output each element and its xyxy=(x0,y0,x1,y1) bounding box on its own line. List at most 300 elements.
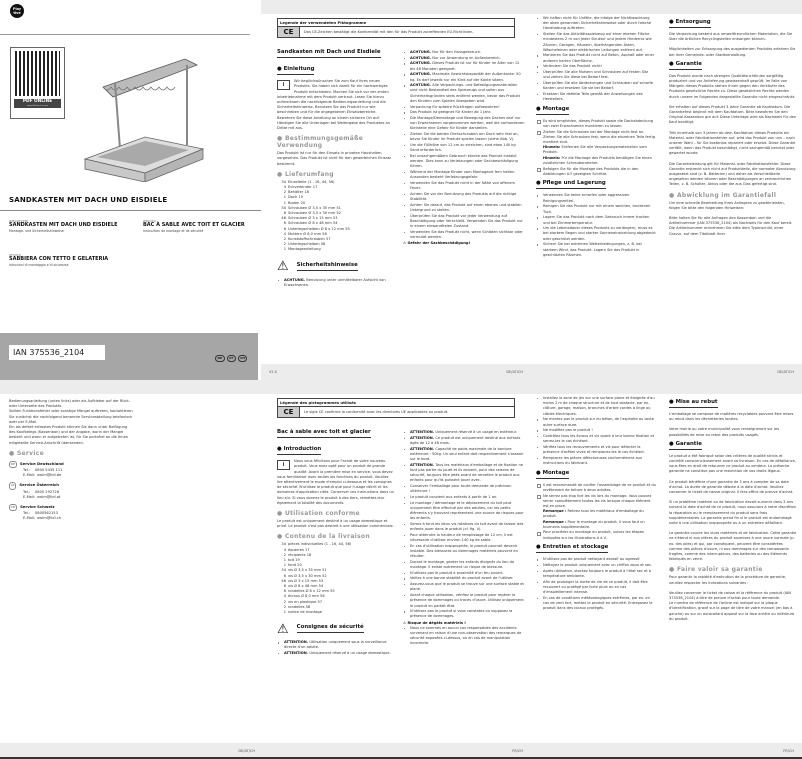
scope-qty: 4 xyxy=(283,185,286,190)
list-item xyxy=(403,576,525,581)
fr-page-1 xyxy=(261,380,531,759)
fr-col-2 xyxy=(403,430,525,647)
heading-warranty: ● Garantie xyxy=(669,61,702,70)
safety-list xyxy=(403,430,525,620)
intended-use-text: Le produit est uniquement destiné à un usage domestique et privé. Le produit n'est pas destiné à une utilisation commerciale. xyxy=(277,519,394,529)
scope-text: pièces individuelles (1 - 16, 44, 56) xyxy=(288,542,352,547)
list-item xyxy=(403,430,525,435)
warning-text: N'utilisez pas le produit à proximité d'un feu ouvert. xyxy=(410,570,504,575)
scope-qty: 1 xyxy=(283,195,286,200)
region-label: DE/AT/CH xyxy=(777,370,794,374)
list-item: Pour procéder au montage du produit, suivez les étapes indiquées sur les illustrations A à V. xyxy=(536,530,656,540)
list-item: Nettoyez le produit uniquement avec un chiffon doux et sec. xyxy=(536,563,656,568)
country-flag-icon: CH xyxy=(9,504,17,511)
scope-qty: 34 xyxy=(281,179,286,184)
lang-flags: (FR)(CH) xyxy=(143,219,156,223)
service-email xyxy=(9,516,134,521)
lang-block-de xyxy=(9,219,119,233)
pdf-online-label: PDF ONLINE xyxy=(14,99,61,105)
legend-title: Legende der verwendeten Piktogramme xyxy=(278,19,514,27)
pictogram-legend xyxy=(277,398,515,418)
warning-text: Alle Verpackungs- und Befestigungsmaterialien sind nicht Bestandteil des Spielzeugs und sollen aus Sicherheitsgründen stets entfernt werden, bevor das Produkt den Kindern zum Spielen übergeben wird. xyxy=(410,83,520,103)
lang-subtitle: Instruction de montage et de sécurité xyxy=(143,229,204,233)
warning-text: Dieses Produkt ist nur für Kinder im Alter von 12 bis 48 Monaten geeignet. xyxy=(410,61,520,71)
scope-list xyxy=(277,542,395,615)
phone-label: Tel.: xyxy=(23,511,31,516)
qr-url: www.lidl-service.com xyxy=(14,105,61,108)
paragraph: Die Garantieleistung gilt für Material- oder Fabrikationsfehler. Diese Garantie erstreckt sich nicht auf Produktteile, die normaler Abnutzung ausgesetzt sind (z. B. Batterien) und daher als Verschleißteile angesehen werden können oder Beschädigungen an zerbrechlichen Teilen, z. B. Schalter, Akkus oder die aus Glas gefertigt sind. xyxy=(669,161,796,187)
warning-text: Capacité de poids maximale de la bordure extérieure : 50kg. Un seul enfant doit respectivement s'asseoir sur le bord. xyxy=(410,446,524,462)
list-item xyxy=(403,571,525,576)
warning-label: ACHTUNG. xyxy=(410,72,432,77)
section-title: Bac à sable avec toit et glacier xyxy=(277,430,371,438)
page-footer xyxy=(261,364,531,380)
scope-qty: 2 xyxy=(283,599,286,604)
safety-list-cont xyxy=(536,16,656,102)
list-item: Installez la zone de jeu sur une surface plane et éloignée d'au moins 2 m de chaque structure et de tout obstacle, par ex. clôture, garage, maison, branches d'arbre cordes à linge ou câbles électriques. xyxy=(536,396,656,417)
de-page-3 xyxy=(0,380,261,759)
warning-text: Überprüfen Sie das Produkt vor jeder Verwendung auf Beschädigung oder Verschleiß. Verwenden Sie das Produkt nur in einem einwandfreien Zustand. xyxy=(410,213,523,228)
intro-text: Nous vous félicitons pour l'achat de votre nouveau produit. Vous avez opté pour un produit de grande qualité. Avant la première mise en service, vous devez vous familiariser avec toutes les fonctions du produit. Veuillez lire attentivement le mode d'emploi ci-dessous et les consignes de sécurité. N'utilisez le produit que pour l'usage décrit et les domaines d'application cités. Conserver ces instructions dans un lieu sûr. Si vous donnez le produit à des tiers, remettez-leur également la totalité des documents. xyxy=(277,459,394,505)
heading-claim: ● Faire valoir sa garantie xyxy=(669,566,763,574)
list-item xyxy=(403,56,525,61)
sandbox-product-image xyxy=(75,47,210,182)
paragraph: Die Verpackung besteht aus umweltfreundlichen Materialien, die Sie über die örtlichen Recyclingstellen entsorgen können. xyxy=(669,32,793,42)
qr-code-box[interactable] xyxy=(10,47,65,119)
scope-text: vis Ø 3 x 15 mm 53 xyxy=(288,578,324,583)
warning-label: ACHTUNG. xyxy=(410,55,432,60)
scope-text: Schrauben Ø 3 x 15 mm 53 xyxy=(288,216,338,221)
warning-triangle-icon: ⚠ xyxy=(277,259,289,275)
warning-text: Tous les matériaux d'emballage et de fixation ne font pas partie du jouet et ils doivent, pour des raisons de sécurité, toujours être jetés avant de remettre le produit aux enfants pour qu'ils puissent jouer avec. xyxy=(410,462,523,483)
email-label: E-Mail: xyxy=(23,494,36,499)
list-item xyxy=(403,463,525,484)
scope-qty: 6 xyxy=(283,589,286,594)
lang-title: SABBIERA CON TETTO E GELATERIA xyxy=(9,256,109,263)
phone-number[interactable]: 0800562153 xyxy=(35,511,58,516)
lang-block-fr xyxy=(143,219,261,233)
list-item: Überprüfen Sie alle Abdeckungen und Schrauben auf scharfe Kanten und ersetzen Sie sie bei Bedarf. xyxy=(536,81,656,91)
list-item: Vérifiez tous les recouvrements et vis pour détecter la présence d'arêtes vives et remplacez-les le cas échéant. xyxy=(536,445,656,455)
scope-text: Kunststoffschrauben 57 xyxy=(288,237,331,242)
paragraph: Le produit a été fabriqué selon des critères de qualité stricts et contrôlé consciencieusement avant sa livraison. En cas de défaillance, vous êtes en droit de retourner ce produit au vendeur. La présente garantie ne constitue pas une restriction de vos droits légaux. xyxy=(669,453,796,474)
damage-warning: ⚠ Gefahr der Sachbeschädigung! xyxy=(403,241,471,246)
warning-text: Nur für den Hausgebrauch. xyxy=(431,50,482,54)
scope-qty: 6 xyxy=(283,221,286,226)
pictogram-legend xyxy=(277,18,515,38)
list-item xyxy=(403,83,525,104)
heading-claim: ● Abwicklung im Garantiefall xyxy=(669,191,777,199)
heading-disposal: ● Entsorgung xyxy=(669,19,711,28)
heading-intro: ● Einleitung xyxy=(277,66,314,75)
list-item xyxy=(403,560,525,570)
scope-list xyxy=(277,180,395,253)
scope-text: toit 19 xyxy=(288,558,300,563)
list-item xyxy=(403,447,525,463)
scope-qty: 6 xyxy=(283,226,286,231)
region-label: FR/CH xyxy=(512,749,523,753)
list-item xyxy=(403,170,525,180)
email-link[interactable]: owim@lidl.de xyxy=(37,473,62,478)
list-item: Afin de prolonger la durée de vie de ce produit, il doit être recouvert ou protégé par forte pluie ou en cas d'ensoleillement intense. xyxy=(536,580,656,596)
warning-label: ATTENTION. xyxy=(410,435,435,440)
heading-scope: ● Lieferumfang xyxy=(277,170,334,178)
heading-intended-use: ● Utilisation conforme xyxy=(277,510,360,518)
fr-col-4 xyxy=(669,396,797,622)
paragraph: Die Artikelnummer entnehmen Sie bitte dem Typenschild, einer Gravur, auf dem Titelblatt Ihrer xyxy=(669,226,784,236)
paragraph: Bitte halten Sie für alle Anfragen den Kassenbon und die Artikelnummer (IAN 375536_2104) als Nachweis für den Kauf bereit. xyxy=(669,216,793,226)
list-item: Wir haften nicht für Unfälle, die infolge der Nichtbeachtung der oben genannten Sicherheitshinweise oder durch falsche Handhabung auftreten. xyxy=(536,16,656,32)
list-item xyxy=(403,61,525,71)
scope-item xyxy=(277,610,395,615)
scope-text: vis en plastique 57 xyxy=(288,599,323,604)
scope-text: Schrauben Ø 3,5 x 35 mm 51 xyxy=(288,205,341,210)
list-item xyxy=(403,105,525,110)
paragraph: Sie erhalten auf dieses Produkt 3 Jahre Garantie ab Kaufdatum. Die Garantiefrist beginnt mit dem Kaufdatum. Bitte bewahren Sie den Original-Kassenbon gut auf. Diese Unterlage wird als Nachweis für den Kauf benötigt. xyxy=(669,104,797,125)
intended-use-text: Das Produkt ist nur für den Einsatz in privaten Haushalten vorgesehen. Das Produkt ist nicht für den gewerblichen Einsatz bestimmt. xyxy=(277,151,392,166)
warning-text: Das Produkt ist geeignet für Kinder ab 1 Jahr. xyxy=(410,110,492,115)
country-flag-icon: AT xyxy=(9,482,16,489)
warning-label: ACHTUNG. xyxy=(410,61,432,66)
list-item: Après utilisation, stockez toujours le produit à l'état sec et à température ambiante. xyxy=(536,569,656,579)
list-item: Ne modifiez pas le produit ! xyxy=(536,428,656,433)
list-item xyxy=(403,609,525,619)
heading-montage: ● Montage xyxy=(536,106,569,115)
list-item xyxy=(403,50,525,55)
service-entry xyxy=(9,482,134,500)
paragraph: L'emballage se compose de matières recyclables pouvant être mises au rebut dans les déchetteries locales. xyxy=(669,412,794,422)
email-link[interactable]: owim@lidl.ch xyxy=(37,516,61,521)
list-item xyxy=(403,501,525,522)
list-item xyxy=(403,484,525,494)
email-link[interactable]: owim@lidl.at xyxy=(37,494,61,499)
safety-list-cont xyxy=(536,396,656,466)
qr-code-icon xyxy=(15,51,60,96)
list-item xyxy=(403,116,525,132)
heading-intro: ● Introduction xyxy=(277,446,321,455)
scope-qty: 4 xyxy=(283,547,286,552)
list-item: Um die Lebensdauer dieses Produkts zu verlängern, muss es bei starkem Regen und starker Sonneneinstrahlung abgedeckt oder geschützt werden. xyxy=(536,226,656,242)
warning-text: Pour atteindre la hauteur de remplissage de 12 cm, il est nécessaire d'utiliser environ 140 kg de sable. xyxy=(410,532,513,543)
scope-text: vis Ø 8 x 48 mm 54 xyxy=(288,584,324,589)
lang-subtitle: Istruzioni di montaggio e di sicurezza xyxy=(9,263,69,267)
warning-label: ATTENTION. xyxy=(410,446,435,451)
de-col-3 xyxy=(536,16,656,258)
warning-text: Durant le montage, garder les enfants éloignés du lieu de montage. Il existe autrement un risque de blessure. xyxy=(410,559,515,570)
email-label: E-Mail: xyxy=(23,516,36,521)
list-item xyxy=(403,143,525,153)
list-item: Befolgen Sie für die Montage des Produkts die in den Abbildungen A-Y gezeigten Schritte. xyxy=(536,167,656,177)
paragraph: Das Produkt wurde nach strengen Qualitätsrichtlinien sorgfältig produziert und vor Anlieferung gewissenhaft geprüft. Im Falle von Mängeln dieses Produkts stehen Ihnen gegen den Verkäufer des Produkts gesetzliche Rechte zu. Diese gesetzlichen Rechte werden durch unsere im Folgenden dargestellte Garantie nicht eingeschränkt. xyxy=(669,73,796,99)
paragraph: Um eine schnelle Bearbeitung Ihres Anliegens zu gewährleisten, folgen Sie bitte den folgenden Hinweisen: xyxy=(669,200,785,210)
list-item: Lagern Sie das Produkt nach dem Gebrauch immer trocken und bei Zimmertemperatur. xyxy=(536,215,656,225)
list-item xyxy=(403,544,525,560)
scope-qty: 4 xyxy=(283,231,286,236)
heading-care: ● Pflege und Lagerung xyxy=(536,180,606,189)
scope-text: Boden 20 xyxy=(288,200,306,205)
heading-scope: ● Contenu de la livraison xyxy=(277,533,370,541)
list-item: Il est recommandé de confier l'assemblage de ce produit et du revêtement de toiture à deux adultes. xyxy=(536,483,656,493)
lang-title: SANDKASTEN MIT DACH UND EISDIELE xyxy=(9,222,118,229)
paragraph: Ce produit bénéficie d'une garantie de 3 ans à compter de sa date d'achat. La durée de garantie débute à la date d'achat. Veuillez conserver le ticket de caisse original. Il fera office de preuve d'achat. xyxy=(669,479,794,495)
scope-qty: 2 xyxy=(283,604,286,609)
phone-number[interactable]: 0800 5435 111 xyxy=(35,468,63,473)
page-header-bar xyxy=(531,380,802,394)
paragraph: Si un problème matériel ou de fabrication devait survenir dans 3 ans suivant la date d'achat de ce produit, nous assurons à notre discrétion la réparation ou le remplacement du produit sans frais supplémentaires. La garantie prend fin si le produit est endommagé suite à une utilisation inappropriée ou à un entretien défaillant. xyxy=(669,500,796,526)
info-book-icon: i xyxy=(277,460,290,470)
warning-text: Verwenden Sie das Produkt nicht in der Nähe von offenem Feuer. xyxy=(410,180,515,191)
logo-line1: Play xyxy=(12,7,22,11)
safety-heading xyxy=(277,621,395,637)
list-item xyxy=(403,154,525,170)
phone-label: Tel.: xyxy=(23,489,31,494)
heading-intended-use: ● Bestimmungsgemäße Verwendung xyxy=(277,135,364,150)
care-list xyxy=(536,557,656,611)
de-col-4 xyxy=(669,16,797,237)
warning-text: Verpackung für spätere Rückfragen aufbewahren! xyxy=(410,104,500,109)
phone-number[interactable]: 0800 292726 xyxy=(35,489,60,494)
warning-text: Veillez à une bonne stabilité du produit avant de l'utiliser. xyxy=(410,576,514,581)
scope-qty: 34 xyxy=(281,205,286,210)
warning-text: Assurez-vous que le produit se trouve sur une surface stable et plane. xyxy=(410,582,524,592)
list-item: Verwenden Sie keine scharfen oder aggressiven Reinigungsmittel. xyxy=(536,193,656,203)
cover-title: SANDKASTEN MIT DACH UND EISDIELE xyxy=(9,196,168,204)
scope-qty: 46 xyxy=(281,216,286,221)
country-flag-icon: DE xyxy=(9,461,17,468)
heading-warranty: ● Garantie xyxy=(669,441,702,450)
safety-heading xyxy=(277,259,395,275)
list-item xyxy=(403,522,525,532)
list-item xyxy=(403,230,525,240)
damage-warning: ⚠ Risque de dégâts matériels ! xyxy=(403,620,466,625)
service-entry xyxy=(9,461,134,479)
paragraph: Le numéro de référence de l'article est indiqué sur la plaque d'identification, gravé sur la page de titre de votre manuel (en bas à gauche) ou sur un autocollant apposé sur la face arrière ou inférieure du produit. xyxy=(669,601,795,621)
care-list xyxy=(536,193,656,257)
warning-text: Um die Füllhöhe von 12 cm zu erreichen, sind etwa 140 kg Sand erforderlich. xyxy=(410,142,516,153)
ce-mark-icon: CE xyxy=(278,407,300,417)
scope-qty: 34 xyxy=(281,568,286,573)
scope-qty: 1 xyxy=(283,563,286,568)
scope-qty: 6 xyxy=(283,584,286,589)
de-page-1 xyxy=(261,0,531,380)
section-title: Sandkasten mit Dach und Eisdiele xyxy=(277,50,381,58)
warning-text: En cas d'utilisation inappropriée, le produit pourrait devenir instable. Des blessures ou dommages matériels peuvent en résulter. xyxy=(410,543,518,559)
scope-text: Montageanleitung xyxy=(288,247,321,252)
service-header xyxy=(9,482,134,489)
warning-text: Die Montage/Demontage und Bewegung des Daches darf nur von Erwachsenen vorgenommen werden, weil die vorhandenen Kleinteile eine Gefahr für Kinder darstellen. xyxy=(410,115,525,131)
safety-title: Consignes de sécurité xyxy=(297,624,364,633)
list-item xyxy=(403,203,525,213)
scope-qty: 2 xyxy=(283,190,286,195)
info-book-icon: i xyxy=(277,80,290,90)
warning-label: ACHTUNG. xyxy=(410,83,432,88)
scope-qty: 46 xyxy=(281,578,286,583)
scope-qty: 6 xyxy=(283,211,286,216)
de-service-col xyxy=(9,399,134,522)
scope-qty: 4 xyxy=(283,594,286,599)
scope-text: Einzelteile (1 - 16, 44, 56) xyxy=(288,179,335,184)
list-item: Reinigen Sie das Produkt nur mit einem weichen, trockenen Tuch. xyxy=(536,204,656,214)
page-header-bar xyxy=(261,380,531,394)
legend-text: Das CE-Zeichen bestätigt die Konformität mit den für das Produkt zutreffenden EU-Richtlinien. xyxy=(304,30,474,34)
scope-text: Behälter 18 xyxy=(288,190,309,195)
fr-page-2 xyxy=(531,380,802,759)
lang-block-it xyxy=(9,253,139,267)
list-item: Montieren Sie das Produkt nicht auf Beton, Asphalt oder einer anderen harten Oberfläche. xyxy=(536,53,656,63)
list-item xyxy=(403,192,525,202)
paragraph: Sollten Funktionsfehler oder sonstige Mängel auftreten, kontaktieren Sie zunächst die nachfolgend benannte Serviceabteilung telefonisch oder per E-Mail. xyxy=(9,409,133,424)
page-header-bar xyxy=(261,0,531,14)
paragraph: Veuillez conserver le ticket de caisse et la référence du produit (IAN 375536_2104) à titre de preuve d'achat pour toute demande. xyxy=(669,590,791,601)
heading-care: ● Entretien et stockage xyxy=(536,544,608,553)
list-item: Stellen Sie das Aktivitätsspielzeug auf einer ebenen Fläche mindestens 2 m von jeder Struktur und jedem Hindernis wie Zäunen, Garagen, Häusern, überhängenden Ästen, Wäscheleinen oder elektrischen Leitungen entfernt auf. xyxy=(536,32,656,53)
country-badge-ch: CH xyxy=(238,355,248,362)
paragraph: Ein als defekt erfasstes Produkt können Sie dann unter Beifügung des Kaufbelegs (Kassenbon) und der Angabe, worin der Mangel besteht und wann er aufgetreten ist, für Sie portofrei an die Ihnen mitgeteilte Service-Anschrift übersenden. xyxy=(9,425,129,445)
warning-triangle-icon: ⚠ xyxy=(277,621,289,637)
scope-text: récipients 18 xyxy=(288,552,312,557)
page-header-bar xyxy=(531,0,802,14)
list-item xyxy=(403,582,525,592)
list-item xyxy=(403,495,525,500)
list-item: Ersetzen Sie defekte Teile gemäß der Anweisungen des Herstellers. xyxy=(536,92,656,102)
warning-text: Le produit convient aux enfants à partir de 1 an. xyxy=(410,494,498,499)
scope-text: vis Ø 3,5 x 30 mm 52 xyxy=(288,573,327,578)
scope-qty: 34 xyxy=(281,542,286,547)
scope-text: Schrauben Ø 3,5 x 30 mm 52 xyxy=(288,211,341,216)
service-name: Service Österreich xyxy=(19,482,59,488)
page-footer xyxy=(531,364,802,380)
lang-subtitle: Montage- und Sicherheitshinweise xyxy=(9,229,64,233)
list-item xyxy=(403,110,525,115)
list-item: Nous ne sommes en aucun cas responsables des accidents survenant en raison d'une non-observation des remarques de sécurité exposées ci-dessus, ou en cas de manipulation incorrecte. xyxy=(403,626,525,647)
list-item: Ne serrez pas trop fort les vis lors du montage. Vous pouvez serrer complètement toutes les vis lorsque chaque élément est en place. Remarque : Retirez tous les matériaux d'emballage du produit. Remarque : Pour le montage du produit, il vous faut un tournevis supplémentaire. xyxy=(536,494,656,530)
list-item xyxy=(403,214,525,230)
heading-montage: ● Montage xyxy=(536,470,569,479)
service-header xyxy=(9,461,134,468)
intro-text: Wir beglückwünschen Sie zum Kauf Ihres neuen Produkts. Sie haben sich damit für ein hochwertiges Produkt entschieden. Machen Sie sich vor der ersten Inbetriebnahme mit dem Produkt vertraut. Lesen Sie hierzu aufmerksam die nachfolgende Bedienungsanleitung und die Sicherheitshinweise. Benutzen Sie das Produkt nur wie beschrieben und für die angegebenen Einsatzbereiche. Bewahren Sie diese Anleitung an einem sicheren Ort auf. Händigen Sie alle Unterlagen bei Weitergabe des Produktes an Dritte mit aus. xyxy=(277,79,390,131)
warning-text: Während der Montage Kinder vom Montageort fern halten. Ansonsten besteht Verletzungsgefahr. xyxy=(410,169,516,180)
phone-label: Tel.: xyxy=(23,468,31,473)
region-label: DE/AT/CH xyxy=(506,370,523,374)
playtive-logo xyxy=(10,4,24,18)
scope-text: écrous Ø 8,0 mm 56 xyxy=(288,594,325,599)
scope-qty: 1 xyxy=(283,610,286,615)
scope-text: Eckverbinder 17 xyxy=(288,185,318,190)
warning-label: ATTENTION. xyxy=(410,430,435,434)
warning-text: Serrez à fond les deux vis rotatives du toit avant de laisser des enfants jouer dans le produit (cf. fig. V). xyxy=(410,521,524,532)
scope-text: équerres 17 xyxy=(288,547,310,552)
scope-qty: 2 xyxy=(283,552,286,557)
scope-qty: 2 xyxy=(283,242,286,247)
list-item: Ziehen Sie die Schrauben bei der Montage nicht fest an. Ziehen Sie alle Schrauben fest, wenn die einzelnen Teile fertig montiert sind. Hinweis: Entfernen Sie alle Verpackungsmaterialien vom Produkt. Hinweis: Für die Montage des Produkts benötigen Sie einen zusätzlichen Schraubendreher. xyxy=(536,130,656,166)
warning-text: Conserver l'emballage pour toute demande de précision ultérieure ! xyxy=(410,484,512,494)
service-header xyxy=(9,504,134,511)
cover-divider xyxy=(0,34,250,35)
ian-number: IAN 375536_2104 xyxy=(9,345,105,360)
safety-list xyxy=(403,50,525,240)
scope-item xyxy=(277,247,395,252)
country-badge-de: DE xyxy=(215,355,225,362)
scope-qty: 1 xyxy=(283,558,286,563)
email-label: E-Mail: xyxy=(23,473,36,478)
service-name: Service Schweiz xyxy=(20,504,55,510)
paragraph: Möglichkeiten zur Entsorgung des ausgedienten Produkts erfahren Sie bei Ihrer Gemeinde- oder Stadtverwaltung. xyxy=(669,47,796,57)
list-item: Es wird empfohlen, dieses Produkt sowie die Dachabdeckung von zwei Erwachsenen montieren zu lassen. xyxy=(536,119,656,129)
cover-divider-2 xyxy=(0,210,261,211)
list-item xyxy=(403,72,525,82)
safety-title: Sicherheitshinweise xyxy=(297,262,358,271)
scope-text: vis Ø 3,5 x 35 mm 51 xyxy=(288,568,327,573)
scope-text: rondelles 58 xyxy=(288,604,311,609)
heading-service: ● Service xyxy=(9,449,44,457)
warning-text: N'utilisez pas le produit si vous constatez ou supposez la présence de dommages. xyxy=(410,609,513,619)
warning-text: Achten Sie vor der Benutzung des Produkts auf die richtige Stabilität. xyxy=(410,191,517,201)
list-item: Überprüfen Sie alle Muttern und Schrauben auf festen Sitz und ziehen Sie diese bei Bedarf fest. xyxy=(536,70,656,80)
lang-title: BAC À SABLE AVEC TOIT ET GLACIER xyxy=(143,222,245,229)
paragraph: Bedienungsanleitung (unten links) oder als Aufkleber auf der Rück- oder Unterseite des Produkts. xyxy=(9,399,130,409)
page-header-bar xyxy=(0,380,261,394)
scope-qty: 1 xyxy=(283,200,286,205)
logo-line2: tive xyxy=(13,11,21,15)
scope-text: Dach 19 xyxy=(288,195,303,200)
region-label: DE/AT/CH xyxy=(238,749,255,753)
warning-text: Achten Sie darauf, das Produkt auf einen ebenen und stabilen Untergrund zu stellen. xyxy=(410,202,522,212)
region-label: FR/CH xyxy=(783,749,794,753)
warning-text: Uniquement réservé à un usage en extérieur. xyxy=(434,430,517,434)
legend-text: Le sigle CE confirme la conformité avec les directives UE applicables au produit. xyxy=(304,410,449,414)
fr-col-3 xyxy=(536,396,656,612)
list-item xyxy=(403,181,525,191)
service-email xyxy=(9,473,134,478)
list-item: Ne montez pas le produit sur du béton, de l'asphalte ou toute autre surface dure. xyxy=(536,417,656,427)
de-col-1: Sandkasten mit Dach und Eisdiele ● Einleitung i Wir beglückwünschen Sie zum Kauf Ihres neuen Produkts. Sie haben sich damit für ein hochwertiges Produkt entschieden. Machen Sie sich vor der ersten Inbetriebnahme mit dem Produkt vertraut. Lesen Sie hierzu aufmerksam die nachfolgende Bedienungsanleitung und die Sicherheitshinweise. Benutzen Sie das Produkt nur wie beschrieben und für die angegebenen Einsatzbereiche. Bewahren Sie diese Anleitung an einem sicheren Ort auf. Händigen Sie alle Unterlagen bei Weitergabe des Produktes an Dritte mit aus. ● Bestimmungsgemäße Verwendung Das Produkt ist nur für den Einsatz in privaten Haushalten vorgesehen. Das Produkt ist nicht für den gewerblichen Einsatz bestimmt. ● Lieferumfang 34 Einzelteile (1 - 16, 44, 56) 4 Eckverbinder 17 2 Behälter 18 1 Dach 19 1 Boden 20 34 Schrauben Ø 3,5 x 35 mm 51 6 Schrauben Ø 3,5 x 30 mm 52 46 Schrauben Ø 3 x 15 mm 53 6 Schrauben Ø 8 x 48 mm 54 6 Unterlegscheiben Ø 8 x 12 mm 55 4 Muttern Ø 8,0 mm 56 2 Kunststoffschrauben 57 2 Unterlegscheiben 58 1 Montageanleitung ⚠ Sicherheitshinweise ACHTUNG. Benutzung unter unmittelbarer Aufsicht von Erwachsenen. xyxy=(277,50,395,289)
cover-page xyxy=(0,0,261,380)
scope-qty: 1 xyxy=(283,247,286,252)
list-item: N'utilisez pas de produit nettoyant abrasif ou agressif. xyxy=(536,557,656,562)
page-footer xyxy=(0,743,261,759)
de-col-2 xyxy=(403,50,525,246)
country-badges xyxy=(215,355,247,362)
warning-text: Nur zur Anwendung im Außenbereich. xyxy=(431,55,501,60)
paragraph: Tritt innerhalb von 3 Jahren ab dem Kaufdatum dieses Produkts ein Material- oder Fabrikationsfehler auf, wird das Produkt von uns – nach unserer Wahl – für Sie kostenlos repariert oder ersetzt. Diese Garantie verfällt, wenn das Produkt beschädigt, nicht sachgemäß benutzt oder gewartet wurde. xyxy=(669,130,796,156)
paragraph: Pour garantir la rapidité d'exécution de la procédure de garantie, veuillez respecter les indications suivantes : xyxy=(669,575,787,585)
list-item xyxy=(403,436,525,446)
service-list xyxy=(9,461,134,522)
warning-label: ATTENTION. xyxy=(410,462,435,467)
warning-text: Avant chaque utilisation, vérifiez le produit pour repérer la présence de dommages ou traces d'usure. Utilisez uniquement le produit en parfait état. xyxy=(410,593,524,608)
heading-disposal: ● Mise au rebut xyxy=(669,399,718,408)
de-page-2 xyxy=(531,0,802,380)
legend-title: Légende des pictogrammes utilisés xyxy=(278,399,514,407)
list-item xyxy=(403,593,525,609)
list-item xyxy=(403,533,525,543)
country-badge-at: AT xyxy=(227,355,236,362)
scope-qty: 2 xyxy=(283,237,286,242)
service-email xyxy=(9,495,134,500)
list-item: En cas de conditions météorologiques extrêmes, par ex. en cas de vent fort, mettez le produit en sécurité. Entreposez le produit dans des locaux protégés. xyxy=(536,596,656,612)
list-item: Contrôlez tous les écrous et vis quant à leur bonne fixation et serrez-les le cas échéant. xyxy=(536,434,656,444)
version-label: V2.0 xyxy=(269,370,277,374)
scope-text: Unterlegscheiben 58 xyxy=(288,242,326,247)
warning-text: Le montage / démontage et le déplacement du toit peut uniquement être effectué par des adultes, car les petits éléments s'y trouvant représentent une source de risques pour les enfants. xyxy=(410,500,524,521)
warning-text: Verwenden Sie das Produkt nicht, wenn Schäden sichtbar oder vermutet werden. xyxy=(410,229,523,239)
service-entry xyxy=(9,504,134,522)
lang-flags: (DE)(AT)(CH) xyxy=(9,219,29,223)
list-item: Remplacez les pièces défectueuses conformément aux instructions du fabricant. xyxy=(536,456,656,466)
list-item: Verändern Sie das Produkt nicht! xyxy=(536,64,656,69)
ce-mark-icon: CE xyxy=(278,27,300,37)
page-footer xyxy=(531,743,802,759)
